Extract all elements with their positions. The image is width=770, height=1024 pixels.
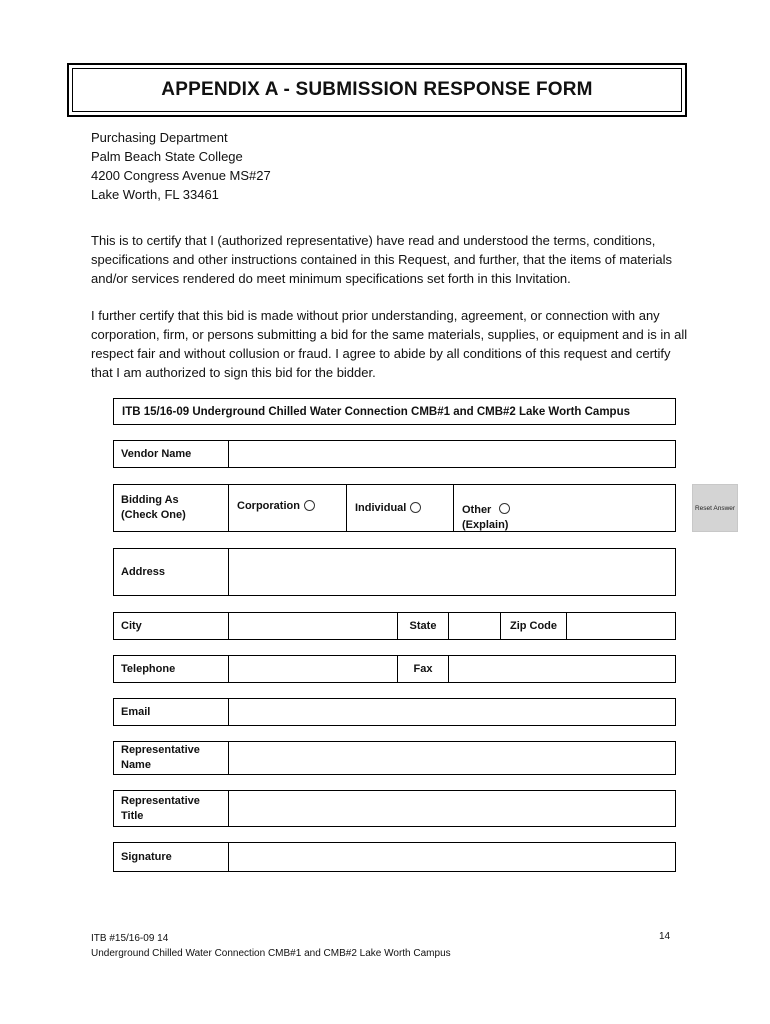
representative-title-row bbox=[113, 790, 676, 827]
other-radio[interactable] bbox=[499, 503, 510, 514]
address-label: Address bbox=[114, 549, 229, 595]
zip-code-input[interactable] bbox=[567, 613, 675, 639]
representative-name-label-line-1: Representative bbox=[121, 744, 200, 756]
email-row bbox=[113, 698, 676, 726]
representative-name-input[interactable] bbox=[229, 742, 675, 774]
email-input[interactable] bbox=[229, 699, 675, 725]
page-title: APPENDIX A - SUBMISSION RESPONSE FORM bbox=[72, 68, 682, 112]
fax-input[interactable] bbox=[449, 656, 675, 682]
address-line-4: Lake Worth, FL 33461 bbox=[91, 187, 219, 202]
address-line-3: 4200 Congress Avenue MS#27 bbox=[91, 168, 271, 183]
title-box bbox=[67, 63, 687, 117]
address-input[interactable] bbox=[229, 549, 675, 595]
signature-row bbox=[113, 842, 676, 872]
representative-title-label bbox=[114, 791, 229, 826]
option-individual-cell bbox=[347, 485, 454, 531]
purchasing-address bbox=[91, 128, 271, 204]
city-state-zip-row bbox=[113, 612, 676, 640]
address-line-2: Palm Beach State College bbox=[91, 149, 243, 164]
certification-paragraph-1: This is to certify that I (authorized representative) have read and understood the terms, conditions, specifications and other instructions contained in this Request, and further, that the items of materials and/or services rendered do meet minimum specifications set forth in this Invitation. bbox=[91, 233, 672, 286]
corporation-radio[interactable] bbox=[304, 500, 315, 511]
option-individual-label: Individual bbox=[355, 502, 407, 514]
option-corporation-label: Corporation bbox=[237, 500, 300, 512]
representative-title-input[interactable] bbox=[229, 791, 675, 826]
option-corporation-cell bbox=[229, 485, 347, 531]
footer-line-2: Underground Chilled Water Connection CMB#1 and CMB#2 Lake Worth Campus bbox=[91, 948, 451, 959]
email-label: Email bbox=[114, 699, 229, 725]
state-input[interactable] bbox=[449, 613, 501, 639]
certification-paragraph-2: I further certify that this bid is made without prior understanding, agreement, or connection with any corporation, firm, or persons submitting a bid for the same materials, supplies, or equipment and is in all respect fair and without collusion or fraud. I agree to abide by all conditions of this request and certify that I am authorized to sign this bid for the bidder. bbox=[91, 308, 688, 380]
bidding-as-label-line-2: (Check One) bbox=[121, 509, 186, 521]
city-input[interactable] bbox=[229, 613, 398, 639]
representative-name-label bbox=[114, 742, 229, 774]
representative-title-label-line-2: Title bbox=[121, 809, 144, 822]
representative-title-label-line-1: Representative bbox=[121, 794, 200, 807]
address-line-1: Purchasing Department bbox=[91, 130, 228, 145]
itb-title: ITB 15/16-09 Underground Chilled Water Connection CMB#1 and CMB#2 Lake Worth Campus bbox=[113, 398, 676, 425]
bidding-as-label bbox=[114, 485, 229, 531]
state-label: State bbox=[398, 613, 449, 639]
bidding-as-label-line-1: Bidding As bbox=[121, 494, 179, 506]
city-label: City bbox=[114, 613, 229, 639]
representative-name-label-line-2: Name bbox=[121, 759, 151, 771]
fax-label: Fax bbox=[398, 656, 449, 682]
footer bbox=[91, 931, 451, 961]
individual-radio[interactable] bbox=[410, 502, 421, 513]
footer-line-1: ITB #15/16-09 14 bbox=[91, 933, 169, 944]
vendor-name-row bbox=[113, 440, 676, 468]
option-other-note: (Explain) bbox=[462, 519, 509, 531]
address-row bbox=[113, 548, 676, 596]
telephone-input[interactable] bbox=[229, 656, 398, 682]
vendor-name-input[interactable] bbox=[229, 441, 675, 467]
telephone-fax-row bbox=[113, 655, 676, 683]
page-number: 14 bbox=[659, 931, 671, 942]
vendor-name-label: Vendor Name bbox=[114, 441, 229, 467]
signature-input[interactable] bbox=[229, 843, 675, 871]
option-other-cell bbox=[454, 485, 675, 531]
representative-name-row bbox=[113, 741, 676, 775]
telephone-label: Telephone bbox=[114, 656, 229, 682]
option-other-label: Other bbox=[462, 504, 492, 516]
reset-answer-button[interactable]: Reset Answer bbox=[692, 484, 738, 532]
signature-label: Signature bbox=[114, 843, 229, 871]
bidding-as-row bbox=[113, 484, 676, 532]
zip-code-label: Zip Code bbox=[501, 613, 567, 639]
